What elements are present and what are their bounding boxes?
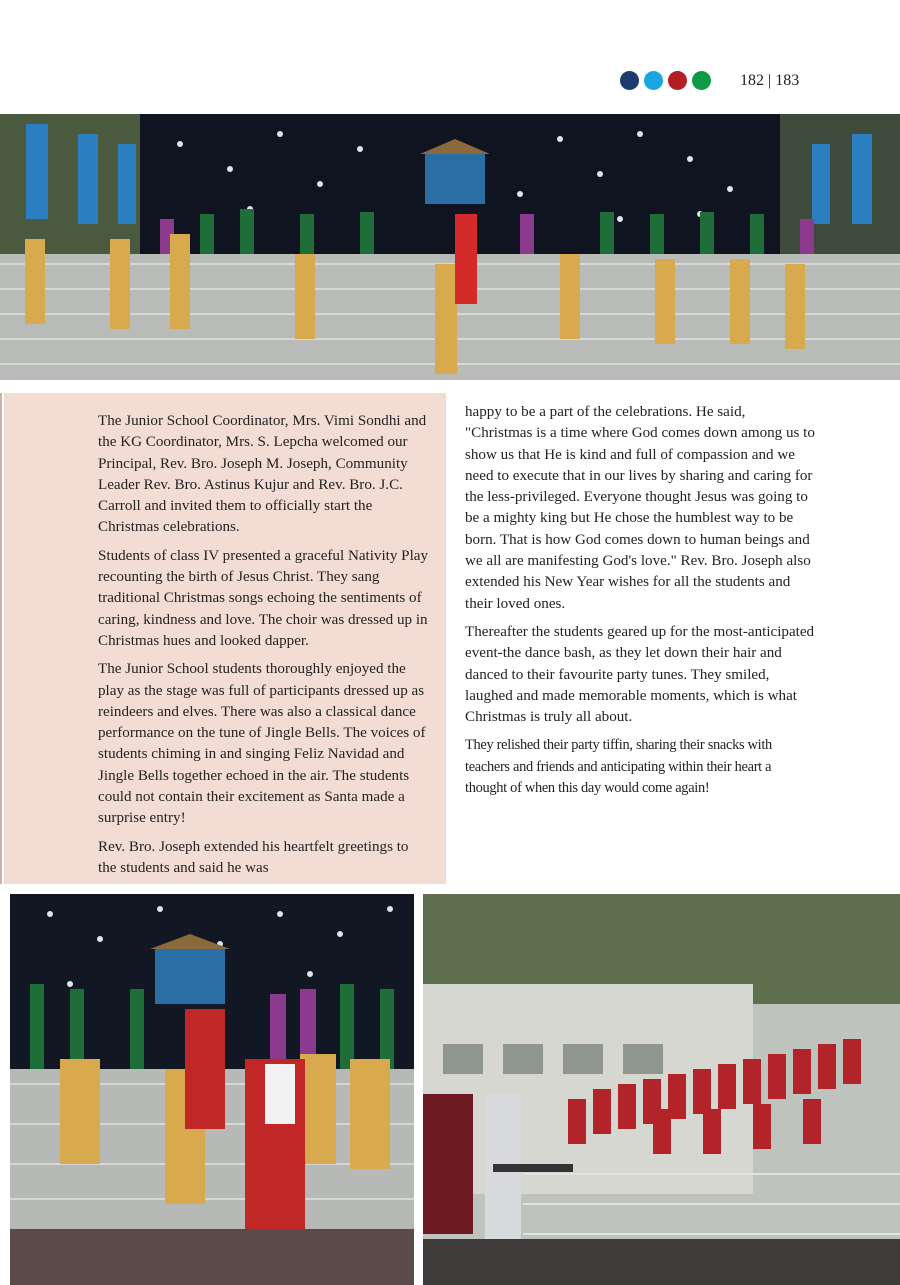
article-right-column xyxy=(465,402,815,806)
paragraph: Students of class IV presented a graceful Nativity Play recounting the birth of Jesus Christ. They sang traditional Christmas songs echoing the sentiments of caring, kindness and love. The choir was dressed up in Christmas hues and looked dapper. xyxy=(98,547,429,649)
paragraph: The Junior School Coordinator, Mrs. Vimi Sondhi and the KG Coordinator, Mrs. S. Lepcha welcomed our Principal, Rev. Bro. Joseph M. Joseph, Community Leader Rev. Bro. Astinus Kujur and Rev. Bro. J.C. Carroll and invited them to officially start the Christmas celebrations. xyxy=(98,413,427,536)
top-photo-illustration xyxy=(0,114,900,380)
navy-dot xyxy=(620,71,639,90)
paragraph: They relished their party tiffin, sharing their snacks with teachers and friends and anticipating within their heart a thought of when this day would come again! xyxy=(465,737,772,797)
bottom-right-photo xyxy=(423,894,900,1285)
color-dots xyxy=(620,71,711,90)
page-numbers: 182 | 183 xyxy=(740,72,800,89)
blue-dot xyxy=(644,71,663,90)
top-photo xyxy=(0,114,900,380)
paragraph: Thereafter the students geared up for the most-anticipated event-the dance bash, as they let down their hair and danced to their favourite party tunes. They smiled, laughed and made memorable moments, which is what Christmas is truly all about. xyxy=(465,623,815,726)
panel-edge xyxy=(0,393,2,884)
bottom-left-photo-illustration xyxy=(10,894,414,1285)
article-left-column xyxy=(98,411,430,886)
paragraph: The Junior School students thoroughly enjoyed the play as the stage was full of participants dressed up as reindeers and elves. There was also a classical dance performance on the tune of Jingle Bells. The voices of students chiming in and singing Feliz Navidad and Jingle Bells together echoed in the air. The students could not contain their excitement as Santa made a surprise entry! xyxy=(98,661,426,827)
green-dot xyxy=(692,71,711,90)
red-dot xyxy=(668,71,687,90)
paragraph: happy to be a part of the celebrations. He said, "Christmas is a time where God comes down among us to show us that He is kind and full of compassion and we need to execute that in our lives by sharing and caring for the less-privileged. Everyone thought Jesus was going to be a mighty king but He chose the humblest way to be born. That is how God comes down to human beings and we all are manifesting God's love." Rev. Bro. Joseph also extended his New Year wishes for all the students and their loved ones. xyxy=(465,404,815,612)
bottom-right-photo-illustration xyxy=(423,894,900,1285)
paragraph: Rev. Bro. Joseph extended his heartfelt greetings to the students and said he was xyxy=(98,838,409,876)
bottom-left-photo xyxy=(10,894,414,1285)
